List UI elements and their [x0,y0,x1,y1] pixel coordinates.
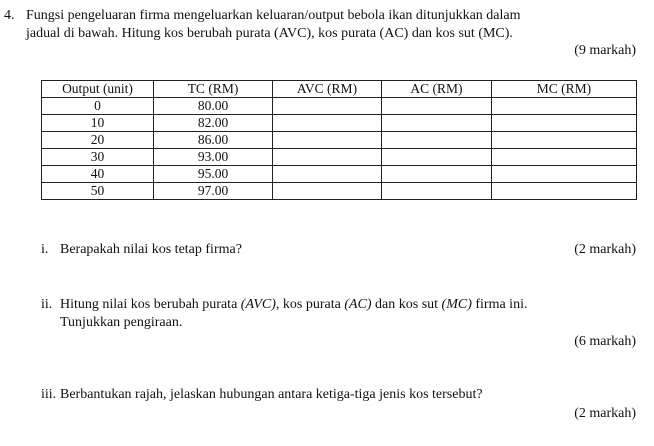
cell-mc [492,115,637,132]
cost-table [41,80,637,200]
text-run: dan kos sut [371,297,442,312]
avc-term: (AVC) [240,297,276,312]
text-run: , kos purata [275,297,345,312]
cell-avc [273,115,382,132]
cell-avc [273,98,382,115]
sub-question-text: Berbantukan rajah, jelaskan hubungan antara ketiga-tiga jenis kos tersebut? [60,387,483,402]
cell-ac [382,98,492,115]
header-tc: TC (RM) [154,81,273,98]
sub-question-marks: (6 markah) [574,334,636,349]
cell-output: 20 [42,132,154,149]
question-number: 4. [4,8,15,23]
table-row [42,149,637,166]
text-run: firma ini. [471,297,528,312]
sub-question-marks: (2 markah) [574,406,636,421]
sub-question-text: Berapakah nilai kos tetap firma? [60,242,242,257]
cell-output: 40 [42,166,154,183]
cell-mc [492,166,637,183]
cell-avc [273,132,382,149]
question-text-line1: Fungsi pengeluaran firma mengeluarkan keluaran/output bebola ikan ditunjukkan dalam [26,8,521,23]
cell-avc [273,166,382,183]
cell-tc: 80.00 [154,98,273,115]
cell-ac [382,149,492,166]
sub-question-number: i. [41,242,49,257]
mc-term: (MC) [441,297,472,312]
header-ac: AC (RM) [382,81,492,98]
cell-avc [273,183,382,200]
cell-ac [382,132,492,149]
sub-question-number: ii. [41,297,53,312]
cell-mc [492,183,637,200]
cell-tc: 82.00 [154,115,273,132]
table-row [42,115,637,132]
cell-output: 30 [42,149,154,166]
table-row [42,166,637,183]
cell-tc: 93.00 [154,149,273,166]
sub-question-marks: (2 markah) [574,242,636,257]
cell-output: 0 [42,98,154,115]
cell-mc [492,132,637,149]
text-run: Hitung nilai kos berubah purata [60,297,241,312]
sub-question-number: iii. [41,387,57,402]
sub-question-text-line2: Tunjukkan pengiraan. [60,315,183,330]
cell-output: 50 [42,183,154,200]
ac-term: (AC) [344,297,372,312]
question-marks: (9 markah) [574,43,636,58]
header-avc: AVC (RM) [273,81,382,98]
header-mc: MC (RM) [492,81,637,98]
question-text-line2: jadual di bawah. Hitung kos berubah purata (AVC), kos purata (AC) dan kos sut (MC). [26,26,513,41]
cell-tc: 86.00 [154,132,273,149]
sub-question-text-line1 [60,297,527,313]
table-row [42,98,637,115]
cell-tc: 95.00 [154,166,273,183]
cell-ac [382,166,492,183]
table-row [42,132,637,149]
header-output: Output (unit) [42,81,154,98]
cell-avc [273,149,382,166]
cell-output: 10 [42,115,154,132]
cell-tc: 97.00 [154,183,273,200]
table-header-row [42,81,637,98]
cell-ac [382,115,492,132]
cell-ac [382,183,492,200]
table-row [42,183,637,200]
cell-mc [492,149,637,166]
cell-mc [492,98,637,115]
